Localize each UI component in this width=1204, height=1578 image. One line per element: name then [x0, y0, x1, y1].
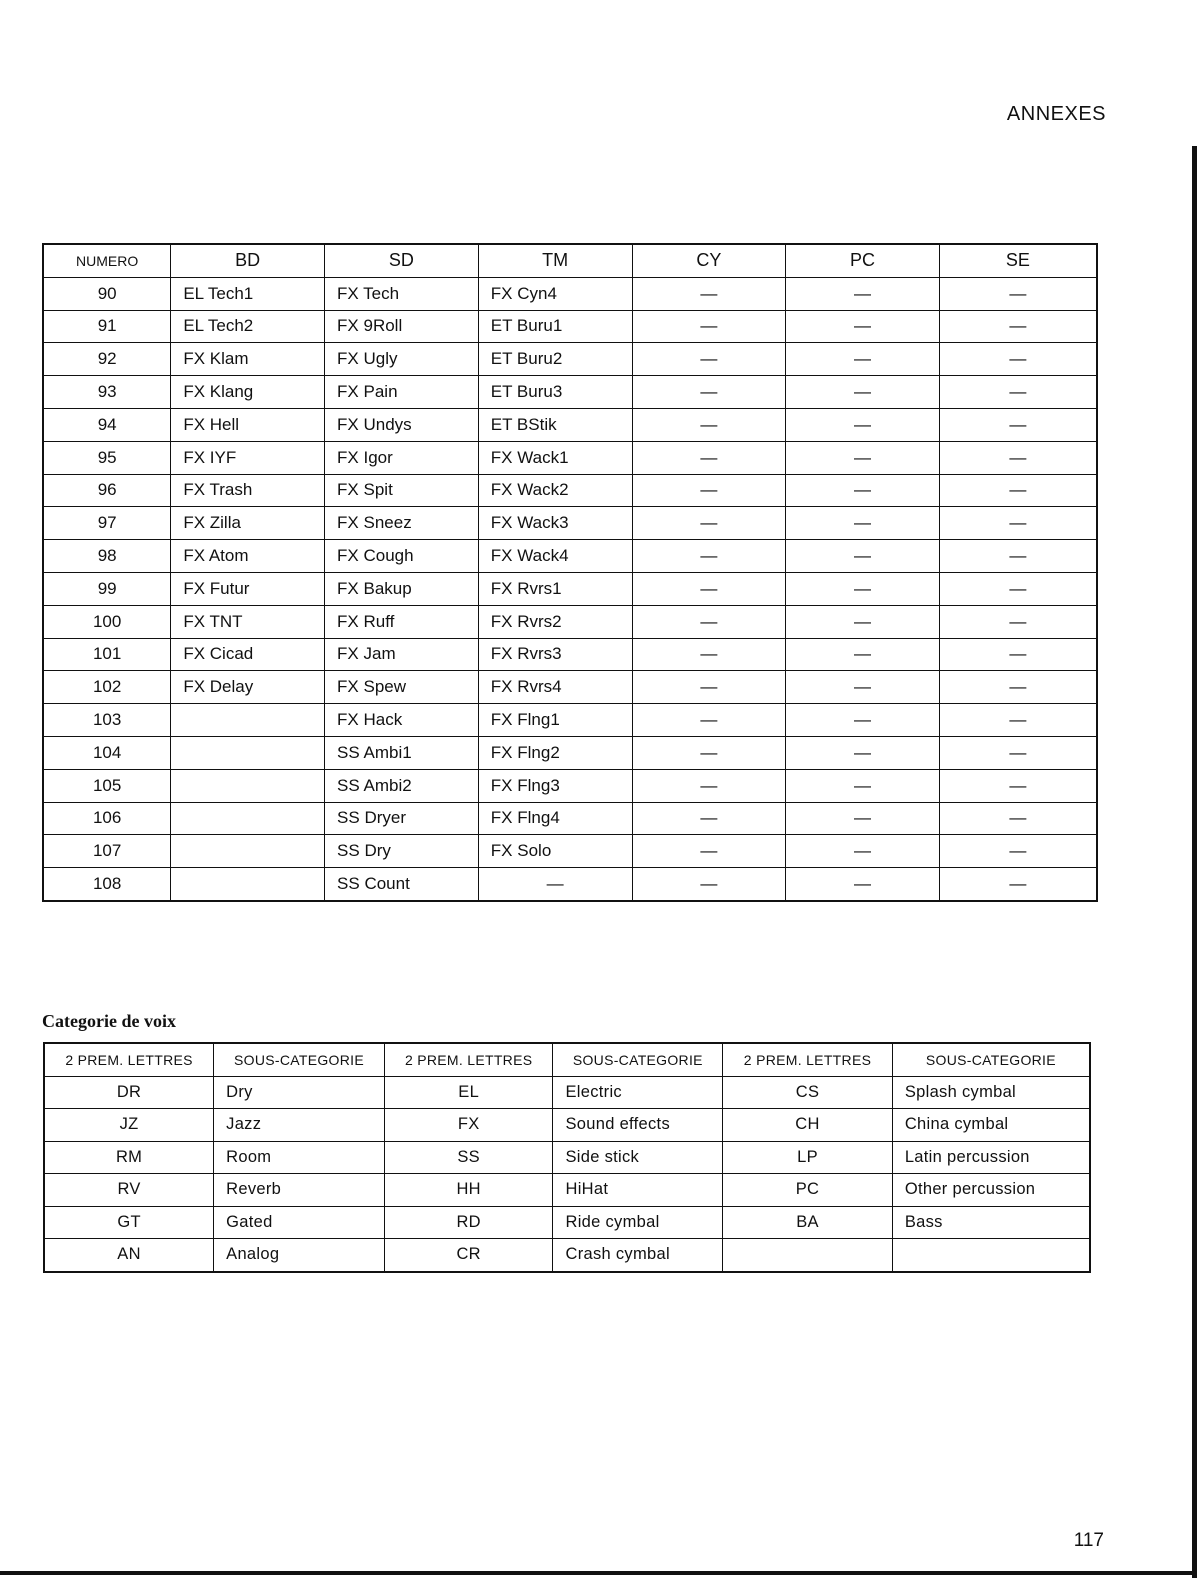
sd-cell: FX Sneez	[325, 507, 479, 540]
tm-cell: FX Flng1	[478, 704, 632, 737]
column-header-sd: SD	[325, 244, 479, 277]
pc-cell: —	[786, 474, 940, 507]
se-cell: —	[939, 572, 1097, 605]
column-header-prefix-2: 2 PREM. LETTRES	[384, 1043, 553, 1076]
column-header-subcategory-1: SOUS-CATEGORIE	[214, 1043, 385, 1076]
se-cell: —	[939, 835, 1097, 868]
table-header-row	[44, 1043, 1090, 1076]
table-row	[43, 802, 1097, 835]
se-cell: —	[939, 802, 1097, 835]
page-number: 117	[1073, 1530, 1104, 1551]
column-header-bd: BD	[171, 244, 325, 277]
sd-cell: FX Hack	[325, 704, 479, 737]
table-row	[43, 310, 1097, 343]
table-row	[43, 769, 1097, 802]
tm-cell: FX Wack1	[478, 441, 632, 474]
sd-cell: FX Jam	[325, 638, 479, 671]
prefix-cell: FX	[384, 1109, 553, 1142]
sd-cell: FX Ruff	[325, 605, 479, 638]
pc-cell: —	[786, 605, 940, 638]
tm-cell: FX Wack2	[478, 474, 632, 507]
prefix-cell: SS	[384, 1141, 553, 1174]
tm-cell: ET Buru3	[478, 376, 632, 409]
cy-cell: —	[632, 507, 786, 540]
subcategory-cell: Other percussion	[892, 1174, 1090, 1207]
numero-cell: 106	[43, 802, 171, 835]
prefix-cell: EL	[384, 1076, 553, 1109]
column-header-numero: NUMERO	[43, 244, 171, 277]
table-row	[43, 736, 1097, 769]
tm-cell: FX Solo	[478, 835, 632, 868]
table-row	[44, 1206, 1090, 1239]
bd-cell: FX Atom	[171, 540, 325, 573]
prefix-cell: PC	[723, 1174, 893, 1207]
sd-cell: SS Ambi2	[325, 769, 479, 802]
pc-cell: —	[786, 802, 940, 835]
table-row	[43, 605, 1097, 638]
tm-cell: ET Buru1	[478, 310, 632, 343]
prefix-cell: AN	[44, 1239, 214, 1272]
prefix-cell: CH	[723, 1109, 893, 1142]
subcategory-cell: Analog	[214, 1239, 385, 1272]
subcategory-cell	[892, 1239, 1090, 1272]
subcategory-cell: Room	[214, 1141, 385, 1174]
column-header-prefix-3: 2 PREM. LETTRES	[723, 1043, 893, 1076]
pc-cell: —	[786, 343, 940, 376]
sd-cell: SS Dry	[325, 835, 479, 868]
se-cell: —	[939, 474, 1097, 507]
bd-cell: FX Trash	[171, 474, 325, 507]
bd-cell: FX Cicad	[171, 638, 325, 671]
numero-cell: 97	[43, 507, 171, 540]
table-row	[43, 277, 1097, 310]
pc-cell: —	[786, 671, 940, 704]
table-row	[44, 1109, 1090, 1142]
se-cell: —	[939, 441, 1097, 474]
tm-cell: FX Wack3	[478, 507, 632, 540]
column-header-tm: TM	[478, 244, 632, 277]
subcategory-cell: Ride cymbal	[553, 1206, 723, 1239]
subcategory-cell: Electric	[553, 1076, 723, 1109]
sd-cell: FX Spit	[325, 474, 479, 507]
table-row	[43, 540, 1097, 573]
numero-cell: 100	[43, 605, 171, 638]
tm-cell: ET BStik	[478, 408, 632, 441]
bd-cell: FX TNT	[171, 605, 325, 638]
numero-cell: 104	[43, 736, 171, 769]
prefix-cell: JZ	[44, 1109, 214, 1142]
se-cell: —	[939, 540, 1097, 573]
numero-cell: 102	[43, 671, 171, 704]
prefix-cell: RM	[44, 1141, 214, 1174]
table-row	[43, 868, 1097, 901]
bd-cell: FX Klam	[171, 343, 325, 376]
se-cell: —	[939, 638, 1097, 671]
table-row	[43, 572, 1097, 605]
table-row	[44, 1239, 1090, 1272]
subcategory-cell: China cymbal	[892, 1109, 1090, 1142]
se-cell: —	[939, 704, 1097, 737]
pc-cell: —	[786, 441, 940, 474]
bd-cell: FX Zilla	[171, 507, 325, 540]
subcategory-cell: Dry	[214, 1076, 385, 1109]
numero-cell: 94	[43, 408, 171, 441]
numero-cell: 108	[43, 868, 171, 901]
se-cell: —	[939, 736, 1097, 769]
numero-cell: 95	[43, 441, 171, 474]
tm-cell: FX Cyn4	[478, 277, 632, 310]
column-header-prefix-1: 2 PREM. LETTRES	[44, 1043, 214, 1076]
cy-cell: —	[632, 704, 786, 737]
cy-cell: —	[632, 474, 786, 507]
table-row	[43, 474, 1097, 507]
sd-cell: FX Tech	[325, 277, 479, 310]
subcategory-cell: HiHat	[553, 1174, 723, 1207]
cy-cell: —	[632, 376, 786, 409]
sd-cell: FX Bakup	[325, 572, 479, 605]
column-header-subcategory-3: SOUS-CATEGORIE	[892, 1043, 1090, 1076]
bd-cell	[171, 802, 325, 835]
prefix-cell: RD	[384, 1206, 553, 1239]
cy-cell: —	[632, 671, 786, 704]
se-cell: —	[939, 671, 1097, 704]
cy-cell: —	[632, 277, 786, 310]
pc-cell: —	[786, 408, 940, 441]
prefix-cell: RV	[44, 1174, 214, 1207]
table-row	[43, 441, 1097, 474]
table-row	[44, 1141, 1090, 1174]
bd-cell: EL Tech1	[171, 277, 325, 310]
cy-cell: —	[632, 310, 786, 343]
table-header-row	[43, 244, 1097, 277]
prefix-cell: DR	[44, 1076, 214, 1109]
tm-cell: —	[478, 868, 632, 901]
subcategory-cell: Jazz	[214, 1109, 385, 1142]
numero-cell: 91	[43, 310, 171, 343]
cy-cell: —	[632, 736, 786, 769]
numero-cell: 103	[43, 704, 171, 737]
section-title: Categorie de voix	[42, 1011, 176, 1031]
pc-cell: —	[786, 704, 940, 737]
prefix-cell: BA	[723, 1206, 893, 1239]
sd-cell: FX Undys	[325, 408, 479, 441]
cy-cell: —	[632, 441, 786, 474]
tm-cell: FX Flng4	[478, 802, 632, 835]
numero-cell: 98	[43, 540, 171, 573]
table-row	[43, 835, 1097, 868]
table-row	[43, 507, 1097, 540]
se-cell: —	[939, 376, 1097, 409]
page-header-title: ANNEXES	[1006, 103, 1106, 125]
bd-cell: FX Delay	[171, 671, 325, 704]
pc-cell: —	[786, 507, 940, 540]
se-cell: —	[939, 769, 1097, 802]
pc-cell: —	[786, 572, 940, 605]
tm-cell: FX Rvrs4	[478, 671, 632, 704]
prefix-cell	[723, 1239, 893, 1272]
bd-cell	[171, 704, 325, 737]
subcategory-cell: Side stick	[553, 1141, 723, 1174]
se-cell: —	[939, 408, 1097, 441]
prefix-cell: HH	[384, 1174, 553, 1207]
tm-cell: FX Wack4	[478, 540, 632, 573]
cy-cell: —	[632, 638, 786, 671]
tm-cell: FX Rvrs3	[478, 638, 632, 671]
sd-cell: SS Dryer	[325, 802, 479, 835]
se-cell: —	[939, 343, 1097, 376]
cy-cell: —	[632, 408, 786, 441]
bd-cell	[171, 835, 325, 868]
cy-cell: —	[632, 802, 786, 835]
cy-cell: —	[632, 605, 786, 638]
tm-cell: FX Flng3	[478, 769, 632, 802]
numero-cell: 105	[43, 769, 171, 802]
sound-list-table	[42, 243, 1098, 902]
subcategory-cell: Bass	[892, 1206, 1090, 1239]
prefix-cell: CS	[723, 1076, 893, 1109]
pc-cell: —	[786, 638, 940, 671]
table-row	[44, 1174, 1090, 1207]
cy-cell: —	[632, 868, 786, 901]
numero-cell: 99	[43, 572, 171, 605]
sd-cell: FX Spew	[325, 671, 479, 704]
bd-cell	[171, 736, 325, 769]
numero-cell: 107	[43, 835, 171, 868]
column-header-se: SE	[939, 244, 1097, 277]
sd-cell: FX 9Roll	[325, 310, 479, 343]
cy-cell: —	[632, 572, 786, 605]
bd-cell: EL Tech2	[171, 310, 325, 343]
numero-cell: 93	[43, 376, 171, 409]
numero-cell: 90	[43, 277, 171, 310]
se-cell: —	[939, 310, 1097, 343]
pc-cell: —	[786, 310, 940, 343]
pc-cell: —	[786, 376, 940, 409]
pc-cell: —	[786, 540, 940, 573]
pc-cell: —	[786, 277, 940, 310]
table-row	[43, 376, 1097, 409]
prefix-cell: CR	[384, 1239, 553, 1272]
column-header-cy: CY	[632, 244, 786, 277]
sd-cell: SS Ambi1	[325, 736, 479, 769]
pc-cell: —	[786, 835, 940, 868]
subcategory-cell: Latin percussion	[892, 1141, 1090, 1174]
se-cell: —	[939, 868, 1097, 901]
pc-cell: —	[786, 736, 940, 769]
category-table	[43, 1042, 1091, 1273]
se-cell: —	[939, 605, 1097, 638]
table-row	[44, 1076, 1090, 1109]
numero-cell: 96	[43, 474, 171, 507]
subcategory-cell: Sound effects	[553, 1109, 723, 1142]
tm-cell: FX Rvrs1	[478, 572, 632, 605]
pc-cell: —	[786, 769, 940, 802]
cy-cell: —	[632, 835, 786, 868]
cy-cell: —	[632, 343, 786, 376]
bd-cell: FX Futur	[171, 572, 325, 605]
subcategory-cell: Crash cymbal	[553, 1239, 723, 1272]
tm-cell: FX Flng2	[478, 736, 632, 769]
tm-cell: ET Buru2	[478, 343, 632, 376]
subcategory-cell: Gated	[214, 1206, 385, 1239]
table-row	[43, 408, 1097, 441]
sd-cell: FX Pain	[325, 376, 479, 409]
se-cell: —	[939, 277, 1097, 310]
table-row	[43, 671, 1097, 704]
sd-cell: SS Count	[325, 868, 479, 901]
table-row	[43, 704, 1097, 737]
numero-cell: 101	[43, 638, 171, 671]
bd-cell: FX Hell	[171, 408, 325, 441]
cy-cell: —	[632, 769, 786, 802]
subcategory-cell: Splash cymbal	[892, 1076, 1090, 1109]
sd-cell: FX Ugly	[325, 343, 479, 376]
cy-cell: —	[632, 540, 786, 573]
bd-cell	[171, 769, 325, 802]
tm-cell: FX Rvrs2	[478, 605, 632, 638]
page-edge-bar	[1192, 146, 1197, 1578]
pc-cell: —	[786, 868, 940, 901]
page-bottom-bar	[0, 1571, 1197, 1575]
subcategory-cell: Reverb	[214, 1174, 385, 1207]
prefix-cell: GT	[44, 1206, 214, 1239]
prefix-cell: LP	[723, 1141, 893, 1174]
bd-cell	[171, 868, 325, 901]
bd-cell: FX Klang	[171, 376, 325, 409]
table-row	[43, 638, 1097, 671]
numero-cell: 92	[43, 343, 171, 376]
column-header-subcategory-2: SOUS-CATEGORIE	[553, 1043, 723, 1076]
sd-cell: FX Igor	[325, 441, 479, 474]
bd-cell: FX IYF	[171, 441, 325, 474]
sd-cell: FX Cough	[325, 540, 479, 573]
table-row	[43, 343, 1097, 376]
se-cell: —	[939, 507, 1097, 540]
column-header-pc: PC	[786, 244, 940, 277]
